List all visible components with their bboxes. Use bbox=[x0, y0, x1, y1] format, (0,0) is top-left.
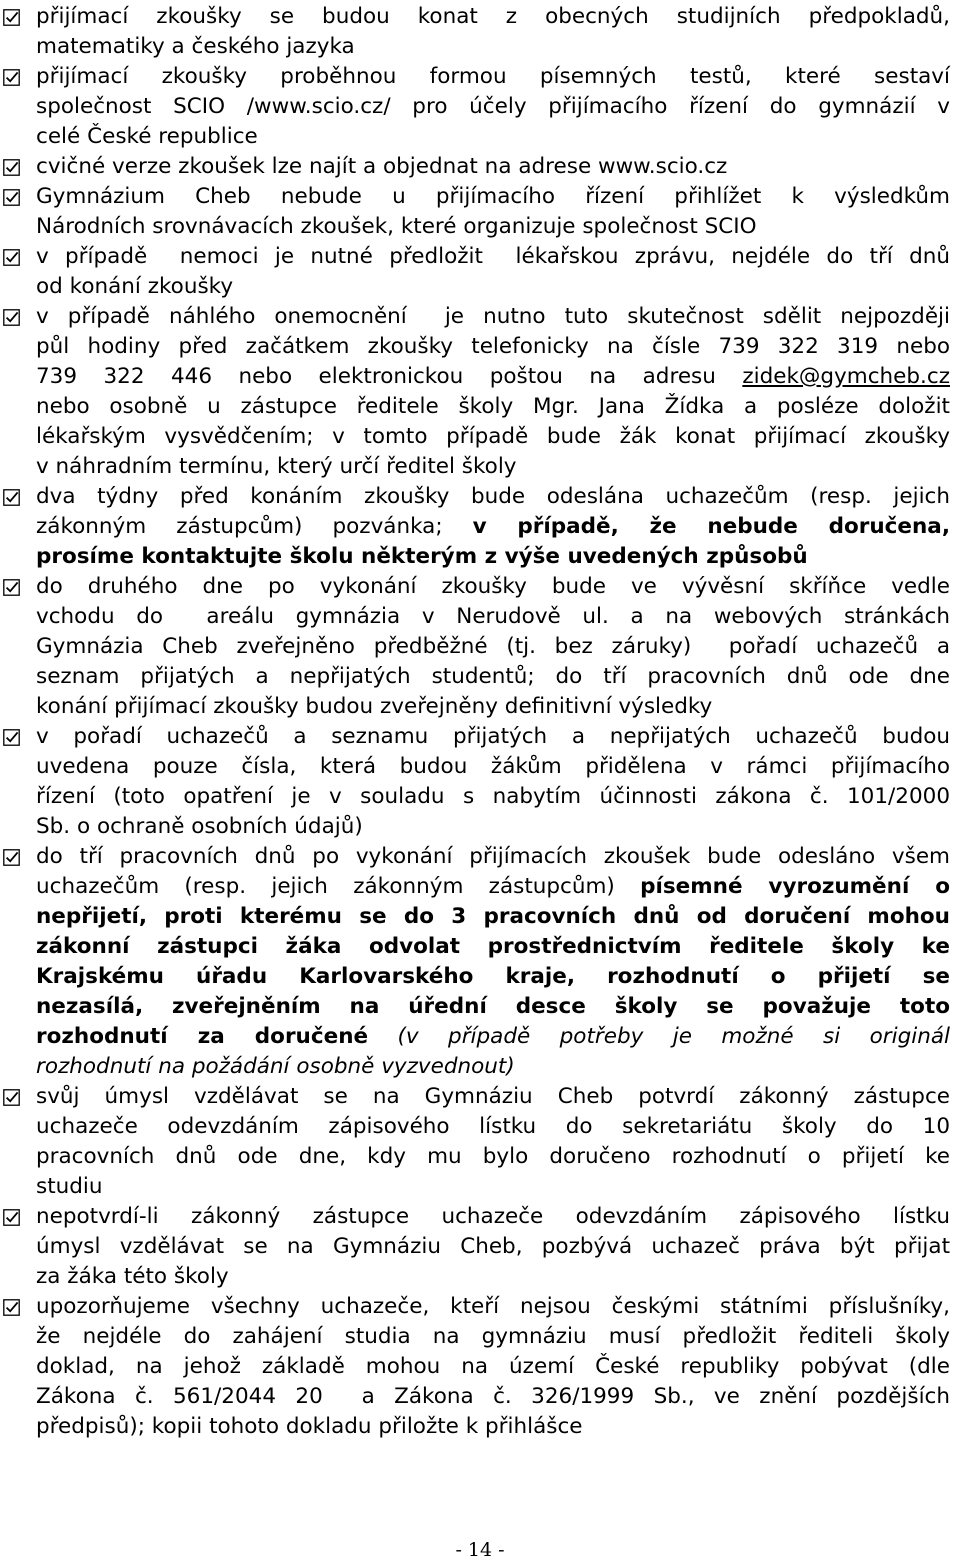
list-item-line bbox=[36, 512, 950, 542]
list-item-line bbox=[36, 902, 950, 932]
text-segment bbox=[368, 1024, 397, 1049]
text-segment: dva týdny před konáním zkoušky bude odeslána uchazečům (resp. jejich bbox=[36, 484, 950, 509]
checked-box-icon bbox=[3, 579, 20, 596]
list-item-line bbox=[36, 92, 950, 122]
list-item-line bbox=[36, 812, 950, 842]
text-segment: seznam přijatých a nepřijatých studentů; do tří pracovních dnů ode dne bbox=[36, 664, 950, 689]
list-item-line bbox=[36, 392, 950, 422]
checked-box-icon bbox=[3, 309, 20, 326]
text-segment: předpisů); kopii tohoto dokladu přiložte k přihlášce bbox=[36, 1414, 583, 1439]
text-segment: přijímací zkoušky proběhnou formou písemných testů, které sestaví bbox=[36, 64, 950, 89]
list-item-line bbox=[36, 722, 950, 752]
list-item-line bbox=[36, 632, 950, 662]
text-segment: studiu bbox=[36, 1174, 103, 1199]
checked-box-icon bbox=[3, 489, 20, 506]
text-segment: rozhodnutí na požádání osobně vyzvednout) bbox=[36, 1054, 515, 1079]
list-item-line bbox=[36, 1202, 950, 1232]
list-item-line bbox=[36, 962, 950, 992]
checked-box-icon bbox=[3, 1089, 20, 1106]
email-link[interactable]: zidek@gymcheb.cz bbox=[742, 364, 950, 389]
text-segment: 739 322 446 nebo elektronickou poštou na adresu bbox=[36, 364, 743, 389]
list-item-line bbox=[36, 482, 950, 512]
list-item-line bbox=[36, 1172, 950, 1202]
list-item-line bbox=[36, 1142, 950, 1172]
text-segment: nezasílá, zveřejněním na úřední desce školy se považuje toto bbox=[36, 994, 950, 1019]
text-segment: pracovních dnů ode dne, kdy mu bylo doručeno rozhodnutí o přijetí ke bbox=[36, 1144, 950, 1169]
list-item-line bbox=[36, 302, 950, 332]
text-segment: za žáka této školy bbox=[36, 1264, 229, 1289]
list-item-line bbox=[36, 1262, 950, 1292]
text-segment: Gymnázia Cheb zveřejněno předběžné (tj. bez záruky) pořadí uchazečů a bbox=[36, 634, 950, 659]
text-segment: doklad, na jehož základě mohou na území České republiky pobývat (dle bbox=[36, 1354, 950, 1379]
text-segment: v případě nemoci je nutné předložit lékařskou zprávu, nejdéle do tří dnů bbox=[36, 244, 950, 269]
text-segment: od konání zkoušky bbox=[36, 274, 234, 299]
list-item-line bbox=[36, 212, 950, 242]
checked-box-icon bbox=[3, 849, 20, 866]
list-item-line bbox=[36, 1052, 950, 1082]
text-segment: svůj úmysl vzdělávat se na Gymnáziu Cheb potvrdí zákonný zástupce bbox=[36, 1084, 950, 1109]
text-segment: Zákona č. 561/2044 20 a Zákona č. 326/1999 Sb., ve znění pozdějších bbox=[36, 1384, 950, 1409]
list-item-line bbox=[36, 452, 950, 482]
text-segment: nepřijetí, proti kterému se do 3 pracovních dnů od doručení mohou bbox=[36, 904, 950, 929]
list-item-line bbox=[36, 542, 950, 572]
text-segment: úmysl vzdělávat se na Gymnáziu Cheb, pozbývá uchazeč práva být přijat bbox=[36, 1234, 950, 1259]
text-segment: do tří pracovních dnů po vykonání přijímacích zkoušek bude odesláno všem bbox=[36, 844, 950, 869]
checked-box-icon bbox=[3, 189, 20, 206]
list-item-line bbox=[36, 1292, 950, 1322]
text-segment: do druhého dne po vykonání zkoušky bude ve vývěsní skříňce vedle bbox=[36, 574, 950, 599]
text-segment: v případě náhlého onemocnění je nutno tuto skutečnost sdělit nejpozději bbox=[36, 304, 950, 329]
list-item-line bbox=[36, 332, 950, 362]
list-item-line bbox=[36, 1082, 950, 1112]
page-number: - 14 - bbox=[455, 1539, 505, 1561]
list-item-line bbox=[36, 872, 950, 902]
checked-box-icon bbox=[3, 1209, 20, 1226]
text-segment: celé České republice bbox=[36, 124, 258, 149]
list-item-line bbox=[36, 572, 950, 602]
list-item-line bbox=[36, 242, 950, 272]
text-segment: (v případě potřeby je možné si originál bbox=[397, 1024, 950, 1049]
list-item-line bbox=[36, 602, 950, 632]
list-item-line bbox=[36, 422, 950, 452]
text-segment: nebo osobně u zástupce ředitele školy Mgr. Jana Žídka a posléze doložit bbox=[36, 394, 950, 419]
checked-box-icon bbox=[3, 249, 20, 266]
list-item-line bbox=[36, 842, 950, 872]
text-segment: zákonným zástupcům) pozvánka; bbox=[36, 514, 473, 539]
text-segment: uvedena pouze čísla, která budou žákům přidělena v rámci přijímacího bbox=[36, 754, 950, 779]
list-item-line bbox=[36, 62, 950, 92]
list-item-line bbox=[36, 782, 950, 812]
list-item-line bbox=[36, 152, 950, 182]
text-segment: řízení (toto opatření je v souladu s nabytím účinnosti zákona č. 101/2000 bbox=[36, 784, 950, 809]
list-item-line bbox=[36, 122, 950, 152]
text-segment: Gymnázium Cheb nebude u přijímacího řízení přihlížet k výsledkům bbox=[36, 184, 950, 209]
text-segment: prosíme kontaktujte školu některým z výše uvedených způsobů bbox=[36, 544, 808, 569]
list-item-line bbox=[36, 1232, 950, 1262]
text-segment: rozhodnutí za doručené bbox=[36, 1024, 369, 1049]
text-segment: že nejdéle do zahájení studia na gymnáziu musí předložit řediteli školy bbox=[36, 1324, 950, 1349]
list-item-line bbox=[36, 1112, 950, 1142]
checked-box-icon bbox=[3, 1299, 20, 1316]
text-segment: uchazečům (resp. jejich zákonným zástupcům) bbox=[36, 874, 641, 899]
list-item-line bbox=[36, 932, 950, 962]
text-segment: společnost SCIO /www.scio.cz/ pro účely přijímacího řízení do gymnázií v bbox=[36, 94, 950, 119]
text-segment: půl hodiny před začátkem zkoušky telefonicky na čísle 739 322 319 nebo bbox=[36, 334, 950, 359]
list-item-line bbox=[36, 272, 950, 302]
text-segment: matematiky a českého jazyka bbox=[36, 34, 355, 59]
list-item-line bbox=[36, 1412, 950, 1442]
text-segment: v náhradním termínu, který určí ředitel školy bbox=[36, 454, 517, 479]
text-segment: Sb. o ochraně osobních údajů) bbox=[36, 814, 363, 839]
text-segment: upozorňujeme všechny uchazeče, kteří nejsou českými státními příslušníky, bbox=[36, 1294, 950, 1319]
text-segment: vchodu do areálu gymnázia v Nerudově ul. a na webových stránkách bbox=[36, 604, 950, 629]
list-item-line bbox=[36, 692, 950, 722]
list-item-line bbox=[36, 1322, 950, 1352]
list-item-line bbox=[36, 1022, 950, 1052]
list-item-line bbox=[36, 182, 950, 212]
text-segment: přijímací zkoušky se budou konat z obecných studijních předpokladů, bbox=[36, 4, 950, 29]
list-item-line bbox=[36, 362, 950, 392]
list-item-line bbox=[36, 2, 950, 32]
list-item-line bbox=[36, 752, 950, 782]
text-segment: uchazeče odevzdáním zápisového lístku do sekretariátu školy do 10 bbox=[36, 1114, 950, 1139]
text-segment: v případě, že nebude doručena, bbox=[472, 514, 950, 539]
list-item-line bbox=[36, 1382, 950, 1412]
list-item-line bbox=[36, 32, 950, 62]
text-segment: Národních srovnávacích zkoušek, které organizuje společnost SCIO bbox=[36, 214, 757, 239]
checked-box-icon bbox=[3, 729, 20, 746]
checked-box-icon bbox=[3, 9, 20, 26]
list-item-line bbox=[36, 992, 950, 1022]
text-segment: cvičné verze zkoušek lze najít a objednat na adrese www.scio.cz bbox=[36, 154, 728, 179]
text-segment: nepotvrdí-li zákonný zástupce uchazeče odevzdáním zápisového lístku bbox=[36, 1204, 950, 1229]
list-item-line bbox=[36, 1352, 950, 1382]
text-segment: zákonní zástupci žáka odvolat prostřednictvím ředitele školy ke bbox=[36, 934, 950, 959]
checked-box-icon bbox=[3, 69, 20, 86]
text-segment: konání přijímací zkoušky budou zveřejněny definitivní výsledky bbox=[36, 694, 713, 719]
text-segment: lékařským vysvědčením; v tomto případě bude žák konat přijímací zkoušky bbox=[36, 424, 950, 449]
text-segment: písemné vyrozumění o bbox=[640, 874, 951, 899]
checked-box-icon bbox=[3, 159, 20, 176]
text-segment: v pořadí uchazečů a seznamu přijatých a nepřijatých uchazečů budou bbox=[36, 724, 950, 749]
list-item-line bbox=[36, 662, 950, 692]
text-segment: Krajskému úřadu Karlovarského kraje, rozhodnutí o přijetí se bbox=[36, 964, 950, 989]
